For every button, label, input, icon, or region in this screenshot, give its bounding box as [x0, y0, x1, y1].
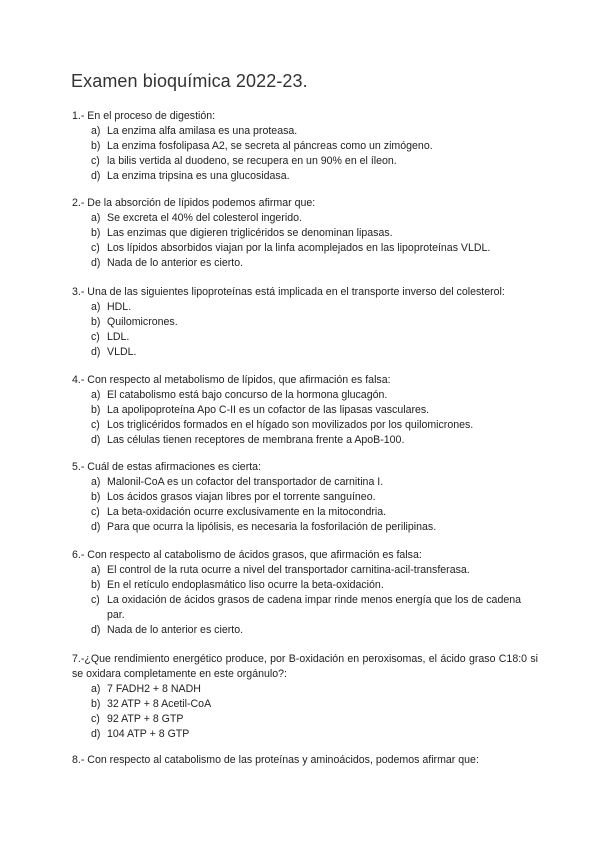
option-text: La apolipoproteína Apo C-II es un cofactor de las lipasas vasculares.	[107, 404, 430, 416]
option-text: Los lípidos absorbidos viajan por la linfa acomplejados en las lipoproteínas VLDL.	[107, 242, 491, 254]
option-text: La oxidación de ácidos grasos de cadena impar rinde menos energía que los de cadena par.	[107, 594, 522, 621]
question-stem: 6.- Con respecto al catabolismo de ácidos grasos, que afirmación es falsa:	[72, 549, 422, 561]
question-stem: 2.- De la absorción de lípidos podemos afirmar que:	[72, 197, 316, 209]
option-b	[72, 578, 538, 593]
option-a	[72, 388, 538, 403]
option-c	[72, 505, 538, 520]
question-stem: 8.- Con respecto al catabolismo de las proteínas y aminoácidos, podemos afirmar que:	[72, 754, 479, 766]
option-c	[72, 154, 538, 169]
option-letter: b)	[91, 491, 101, 503]
question-3	[72, 285, 538, 360]
question-stem: 5.- Cuál de estas afirmaciones es cierta:	[72, 461, 262, 473]
option-text: Se excreta el 40% del colesterol ingerido.	[107, 212, 302, 224]
option-d	[72, 520, 538, 535]
option-text: VLDL.	[107, 346, 137, 358]
option-text: La enzima tripsina es una glucosidasa.	[107, 170, 290, 182]
question-7	[72, 652, 538, 742]
question-stem: 4.- Con respecto al metabolismo de lípidos, que afirmación es falsa:	[72, 374, 391, 386]
options-list	[72, 388, 538, 448]
option-letter: a)	[91, 564, 101, 576]
options-list	[72, 300, 538, 360]
option-letter: c)	[91, 506, 100, 518]
question-stem: 1.- En el proceso de digestión:	[72, 110, 216, 122]
options-list	[72, 682, 538, 742]
option-letter: c)	[91, 155, 100, 167]
option-b	[72, 490, 538, 505]
option-text: la bilis vertida al duodeno, se recupera en un 90% en el íleon.	[107, 155, 397, 167]
option-letter: c)	[91, 713, 100, 725]
option-b	[72, 697, 538, 712]
option-a	[72, 682, 538, 697]
question-1	[72, 109, 538, 184]
question-2	[72, 196, 538, 271]
option-text: Nada de lo anterior es cierto.	[107, 624, 244, 636]
option-letter: a)	[91, 389, 101, 401]
question-stem: 7.-¿Que rendimiento energético produce, por B-oxidación en peroxisomas, el ácido graso C18:0 si se oxidara completamente en este orgánulo?:	[72, 653, 538, 680]
question-4	[72, 373, 538, 448]
option-text: Malonil-CoA es un cofactor del transportador de carnitina I.	[107, 476, 384, 488]
page-title: Examen bioquímica 2022-23.	[71, 71, 308, 91]
option-text: El control de la ruta ocurre a nivel del transportador carnitina-acil-transferasa.	[107, 564, 470, 576]
option-letter: a)	[91, 683, 101, 695]
option-b	[72, 403, 538, 418]
option-letter: a)	[91, 212, 101, 224]
option-letter: c)	[91, 594, 100, 606]
question-stem: 3.- Una de las siguientes lipoproteínas está implicada en el transporte inverso del colesterol:	[72, 286, 505, 298]
option-text: Las enzimas que digieren triglicéridos se denominan lipasas.	[107, 227, 393, 239]
option-text: La enzima alfa amilasa es una proteasa.	[107, 125, 298, 137]
option-d	[72, 727, 538, 742]
option-text: 92 ATP + 8 GTP	[107, 713, 184, 725]
option-b	[72, 139, 538, 154]
option-text: La enzima fosfolipasa A2, se secreta al páncreas como un zimógeno.	[107, 140, 433, 152]
option-text: Quilomicrones.	[107, 316, 178, 328]
option-letter: b)	[91, 227, 101, 239]
option-letter: d)	[91, 346, 101, 358]
option-text: Las células tienen receptores de membrana frente a ApoB-100.	[107, 434, 405, 446]
options-list	[72, 211, 538, 271]
option-c	[72, 712, 538, 727]
option-letter: d)	[91, 170, 101, 182]
options-list	[72, 124, 538, 184]
option-c	[72, 241, 538, 256]
option-letter: b)	[91, 579, 101, 591]
option-c	[72, 330, 538, 345]
option-a	[72, 124, 538, 139]
option-d	[72, 433, 538, 448]
option-d	[72, 169, 538, 184]
option-text: La beta-oxidación ocurre exclusivamente en la mitocondria.	[107, 506, 387, 518]
option-c	[72, 418, 538, 433]
option-a	[72, 211, 538, 226]
option-letter: c)	[91, 242, 100, 254]
option-text: LDL.	[107, 331, 130, 343]
option-letter: b)	[91, 316, 101, 328]
options-list	[72, 563, 538, 638]
option-text: Nada de lo anterior es cierto.	[107, 257, 244, 269]
question-6	[72, 548, 538, 638]
option-text: 32 ATP + 8 Acetil-CoA	[107, 698, 212, 710]
question-8	[72, 753, 538, 768]
option-b	[72, 226, 538, 241]
option-letter: c)	[91, 331, 100, 343]
option-c	[72, 593, 538, 623]
option-text: El catabolismo está bajo concurso de la hormona glucagón.	[107, 389, 388, 401]
option-d	[72, 345, 538, 360]
option-letter: d)	[91, 521, 101, 533]
option-letter: a)	[91, 476, 101, 488]
option-letter: b)	[91, 698, 101, 710]
option-letter: d)	[91, 624, 101, 636]
option-d	[72, 256, 538, 271]
option-letter: d)	[91, 728, 101, 740]
option-text: Los ácidos grasos viajan libres por el torrente sanguíneo.	[107, 491, 376, 503]
option-letter: a)	[91, 125, 101, 137]
option-a	[72, 475, 538, 490]
options-list	[72, 475, 538, 535]
option-letter: d)	[91, 434, 101, 446]
option-a	[72, 300, 538, 315]
option-letter: b)	[91, 140, 101, 152]
option-a	[72, 563, 538, 578]
option-letter: c)	[91, 419, 100, 431]
option-letter: a)	[91, 301, 101, 313]
option-text: 104 ATP + 8 GTP	[107, 728, 190, 740]
question-5	[72, 460, 538, 535]
option-d	[72, 623, 538, 638]
option-text: En el retículo endoplasmático liso ocurre la beta-oxidación.	[107, 579, 384, 591]
option-b	[72, 315, 538, 330]
option-text: Los triglicéridos formados en el hígado son movilizados por los quilomicrones.	[107, 419, 474, 431]
option-text: Para que ocurra la lipólisis, es necesaria la fosforilación de perilipinas.	[107, 521, 437, 533]
option-letter: b)	[91, 404, 101, 416]
option-text: 7 FADH2 + 8 NADH	[107, 683, 201, 695]
option-letter: d)	[91, 257, 101, 269]
option-text: HDL.	[107, 301, 132, 313]
